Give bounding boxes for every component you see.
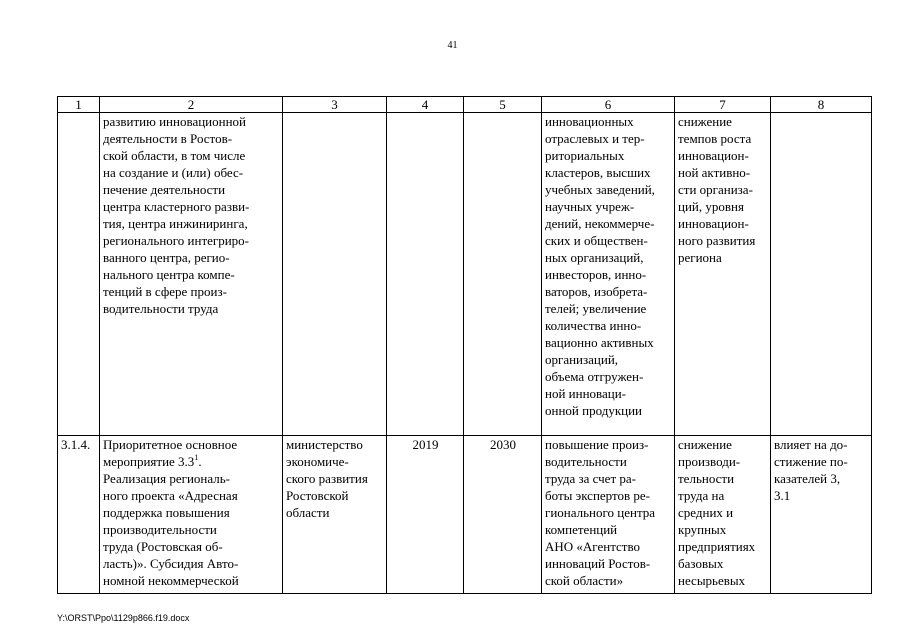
cell-text-line: ной активно- — [678, 165, 751, 180]
cell-text-line: труда (Ростовская об- — [103, 539, 223, 554]
cell-text-line: Реализация региональ- — [103, 471, 231, 486]
cell-text-line: базовых — [678, 556, 724, 571]
header-cell-4: 4 — [387, 97, 464, 113]
header-cell-8: 8 — [771, 97, 872, 113]
cell-text-line: стижение по- — [774, 454, 848, 469]
cell-text-line: тенций в сфере произ- — [103, 284, 227, 299]
table-row — [58, 436, 872, 594]
row1-expected-result-cell — [542, 113, 675, 436]
file-path-footer: Y:\ORST\Ppo\1129p866.f19.docx — [57, 613, 190, 623]
cell-text-line: снижение — [678, 437, 732, 452]
row1-executor-cell — [283, 113, 387, 436]
row1-consequences-cell — [675, 113, 771, 436]
cell-text-line: 3.1 — [774, 488, 791, 503]
cell-text-line: отраслевых и тер- — [545, 131, 645, 146]
cell-text-line: повышение произ- — [545, 437, 649, 452]
cell-text-line: Ростовской — [286, 488, 349, 503]
row1-number-cell — [58, 113, 100, 436]
cell-text-line: боты экспертов ре- — [545, 488, 651, 503]
footnote-superscript: 1 — [194, 453, 199, 462]
cell-text-line: ской области, в том числе — [103, 148, 246, 163]
header-cell-6: 6 — [542, 97, 675, 113]
row2-expected-result-cell — [542, 436, 675, 594]
cell-text-line: научных учреж- — [545, 199, 635, 214]
cell-text-line: ской области» — [545, 573, 624, 588]
row1-description-cell — [100, 113, 283, 436]
row1-indicator-link-cell — [771, 113, 872, 436]
cell-text-line: ного проекта «Адресная — [103, 488, 238, 503]
cell-text-line: министерство — [286, 437, 363, 452]
row2-description-rest — [103, 470, 280, 589]
row2-consequences-cell — [675, 436, 771, 594]
row2-executor-cell — [283, 436, 387, 594]
row2-description-line: Приоритетное основное — [103, 437, 238, 452]
row2-end-year-cell: 2030 — [464, 436, 542, 594]
cell-text-line: ского развития — [286, 471, 368, 486]
cell-text-line: инвесторов, инно- — [545, 267, 647, 282]
cell-text-line: влияет на до- — [774, 437, 848, 452]
cell-text-line: казателей 3, — [774, 471, 841, 486]
page-number: 41 — [447, 40, 458, 51]
cell-text-line: вационно активных — [545, 335, 654, 350]
cell-text-line: учебных заведений, — [545, 182, 655, 197]
row2-start-year-cell: 2019 — [387, 436, 464, 594]
cell-text-line: онной продукции — [545, 403, 643, 418]
header-cell-7: 7 — [675, 97, 771, 113]
cell-text-line: ных организаций, — [545, 250, 644, 265]
cell-text-line: риториальных — [545, 148, 625, 163]
cell-text-line: экономиче- — [286, 454, 349, 469]
cell-text-line: ласть)». Субсидия Авто- — [103, 556, 239, 571]
cell-text-line: несырьевых — [678, 573, 746, 588]
cell-text-line: организаций, — [545, 352, 619, 367]
cell-text-line: производительности — [103, 522, 217, 537]
cell-text-line: ваторов, изобрета- — [545, 284, 648, 299]
cell-text-line: инновационных — [545, 114, 634, 129]
cell-text-line: производи- — [678, 454, 741, 469]
cell-text-line: ной инноваци- — [545, 386, 627, 401]
cell-text-line: предприятиях — [678, 539, 756, 554]
cell-text-line: поддержка повышения — [103, 505, 230, 520]
cell-text-line: развитию инновационной — [103, 114, 246, 129]
cell-text-line: телей; увеличение — [545, 301, 647, 316]
cell-text-line: водительности — [545, 454, 627, 469]
cell-text-line: инновацион- — [678, 216, 749, 231]
program-table — [57, 96, 872, 594]
cell-text-line: темпов роста — [678, 131, 752, 146]
row2-number-cell: 3.1.4. — [58, 436, 100, 594]
cell-text-line: на создание и (или) обес- — [103, 165, 244, 180]
row2-description-text: мероприятие 3.3 — [103, 454, 195, 469]
cell-text-line: сти организа- — [678, 182, 753, 197]
cell-text-line: АНО «Агентство — [545, 539, 641, 554]
row1-end-year-cell — [464, 113, 542, 436]
table-row — [58, 113, 872, 436]
row2-description-period: . — [198, 454, 202, 469]
cell-text-line: области — [286, 505, 330, 520]
cell-text-line: инноваций Ростов- — [545, 556, 651, 571]
cell-text-line: ного развития — [678, 233, 756, 248]
cell-text-line: ций, уровня — [678, 199, 744, 214]
cell-text-line: крупных — [678, 522, 727, 537]
cell-text-line: компетенций — [545, 522, 618, 537]
cell-text-line: гионального центра — [545, 505, 656, 520]
cell-text-line: ских и обществен- — [545, 233, 648, 248]
cell-text-line: количества инно- — [545, 318, 642, 333]
cell-text-line: труда за счет ра- — [545, 471, 636, 486]
cell-text-line: тия, центра инжиниринга, — [103, 216, 248, 231]
row1-start-year-cell — [387, 113, 464, 436]
cell-text-line: объема отгружен- — [545, 369, 644, 384]
header-cell-1: 1 — [58, 97, 100, 113]
cell-text-line: регионального интегриро- — [103, 233, 250, 248]
header-cell-3: 3 — [283, 97, 387, 113]
cell-text-line: дений, некоммерче- — [545, 216, 655, 231]
cell-text-line: центра кластерного разви- — [103, 199, 250, 214]
cell-text-line: водительности труда — [103, 301, 219, 316]
cell-text-line: кластеров, высших — [545, 165, 651, 180]
cell-text-line: средних и — [678, 505, 734, 520]
table-header-row — [58, 97, 872, 113]
cell-text-line: печение деятельности — [103, 182, 226, 197]
cell-text-line: инновацион- — [678, 148, 749, 163]
row2-description-line — [103, 453, 280, 470]
cell-text-line: региона — [678, 250, 722, 265]
row2-description-cell — [100, 436, 283, 594]
row2-indicator-link-cell — [771, 436, 872, 594]
cell-text-line: тельности — [678, 471, 735, 486]
header-cell-2: 2 — [100, 97, 283, 113]
cell-text-line: снижение — [678, 114, 732, 129]
header-cell-5: 5 — [464, 97, 542, 113]
cell-text-line: труда на — [678, 488, 725, 503]
cell-text-line: ванного центра, регио- — [103, 250, 230, 265]
cell-text-line: деятельности в Ростов- — [103, 131, 233, 146]
cell-text-line: нального центра компе- — [103, 267, 235, 282]
cell-text-line: номной некоммерческой — [103, 573, 239, 588]
